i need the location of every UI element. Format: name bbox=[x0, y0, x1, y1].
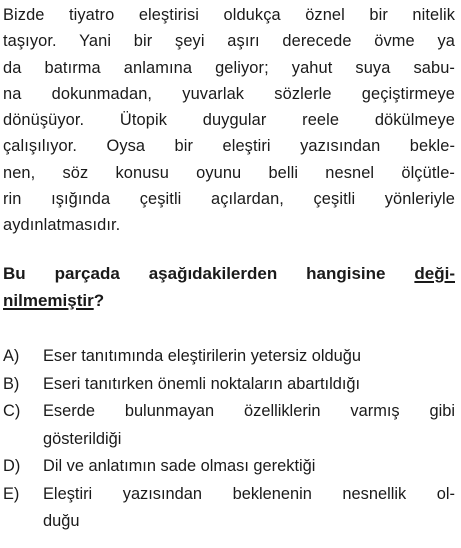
passage-line: aydınlatmasıdır. bbox=[3, 216, 121, 235]
option-text: Eleştiri yazısından beklenenin nesnellik ol- bbox=[43, 484, 455, 503]
passage-line: da batırma anlamına geliyor; yahut suya sabu- bbox=[3, 58, 455, 77]
question-mark: ? bbox=[93, 291, 105, 310]
option-text: duğu bbox=[43, 512, 80, 530]
passage-line: rin ışığında çeşitli açılardan, çeşitli yönleriyle bbox=[3, 190, 455, 209]
passage-line: na dokunmadan, yuvarlak sözlerle geçiştirmeye bbox=[3, 84, 455, 103]
question-emphasis: deği- bbox=[414, 264, 455, 283]
passage-line: Bizde tiyatro eleştirisi oldukça öznel bir nitelik bbox=[3, 6, 455, 24]
question-text: Bu parçada aşağıdakilerden hangisine bbox=[3, 264, 415, 283]
option-letter: C) bbox=[3, 402, 21, 420]
option-letter: D) bbox=[3, 457, 21, 475]
option-text: Eser tanıtımında eleştirilerin yetersiz olduğu bbox=[43, 347, 361, 365]
question-emphasis: nilmemiştir bbox=[3, 291, 94, 310]
question-line-2 bbox=[3, 287, 455, 314]
option-a[interactable] bbox=[3, 343, 455, 371]
option-b[interactable] bbox=[3, 371, 455, 399]
option-text: Eseri tanıtırken önemli noktaların abartıldığı bbox=[43, 374, 361, 393]
answer-options bbox=[3, 343, 455, 536]
passage-line: dönüşüyor. Ütopik duygular reele dökülmeye bbox=[3, 111, 455, 130]
passage-line: taşıyor. Yani bir şeyi aşırı derecede övme ya bbox=[3, 32, 455, 51]
option-text: Eserde bulunmayan özelliklerin varmış gibi bbox=[43, 402, 455, 420]
option-d[interactable] bbox=[3, 453, 455, 481]
passage-line: nen, söz konusu oyunu belli nesnel ölçütle- bbox=[3, 163, 455, 182]
option-e[interactable] bbox=[3, 481, 455, 536]
option-text: Dil ve anlatımın sade olması gerektiği bbox=[43, 457, 316, 475]
option-text: gösterildiği bbox=[43, 429, 122, 448]
option-c[interactable] bbox=[3, 398, 455, 453]
option-letter: E) bbox=[3, 484, 20, 503]
option-letter: A) bbox=[3, 347, 20, 365]
question-stem bbox=[3, 260, 455, 314]
question-line-1 bbox=[3, 260, 455, 287]
passage-line: çalışılıyor. Oysa bir eleştiri yazısından bekle- bbox=[3, 137, 455, 156]
reading-passage bbox=[3, 2, 455, 239]
option-letter: B) bbox=[3, 374, 20, 393]
